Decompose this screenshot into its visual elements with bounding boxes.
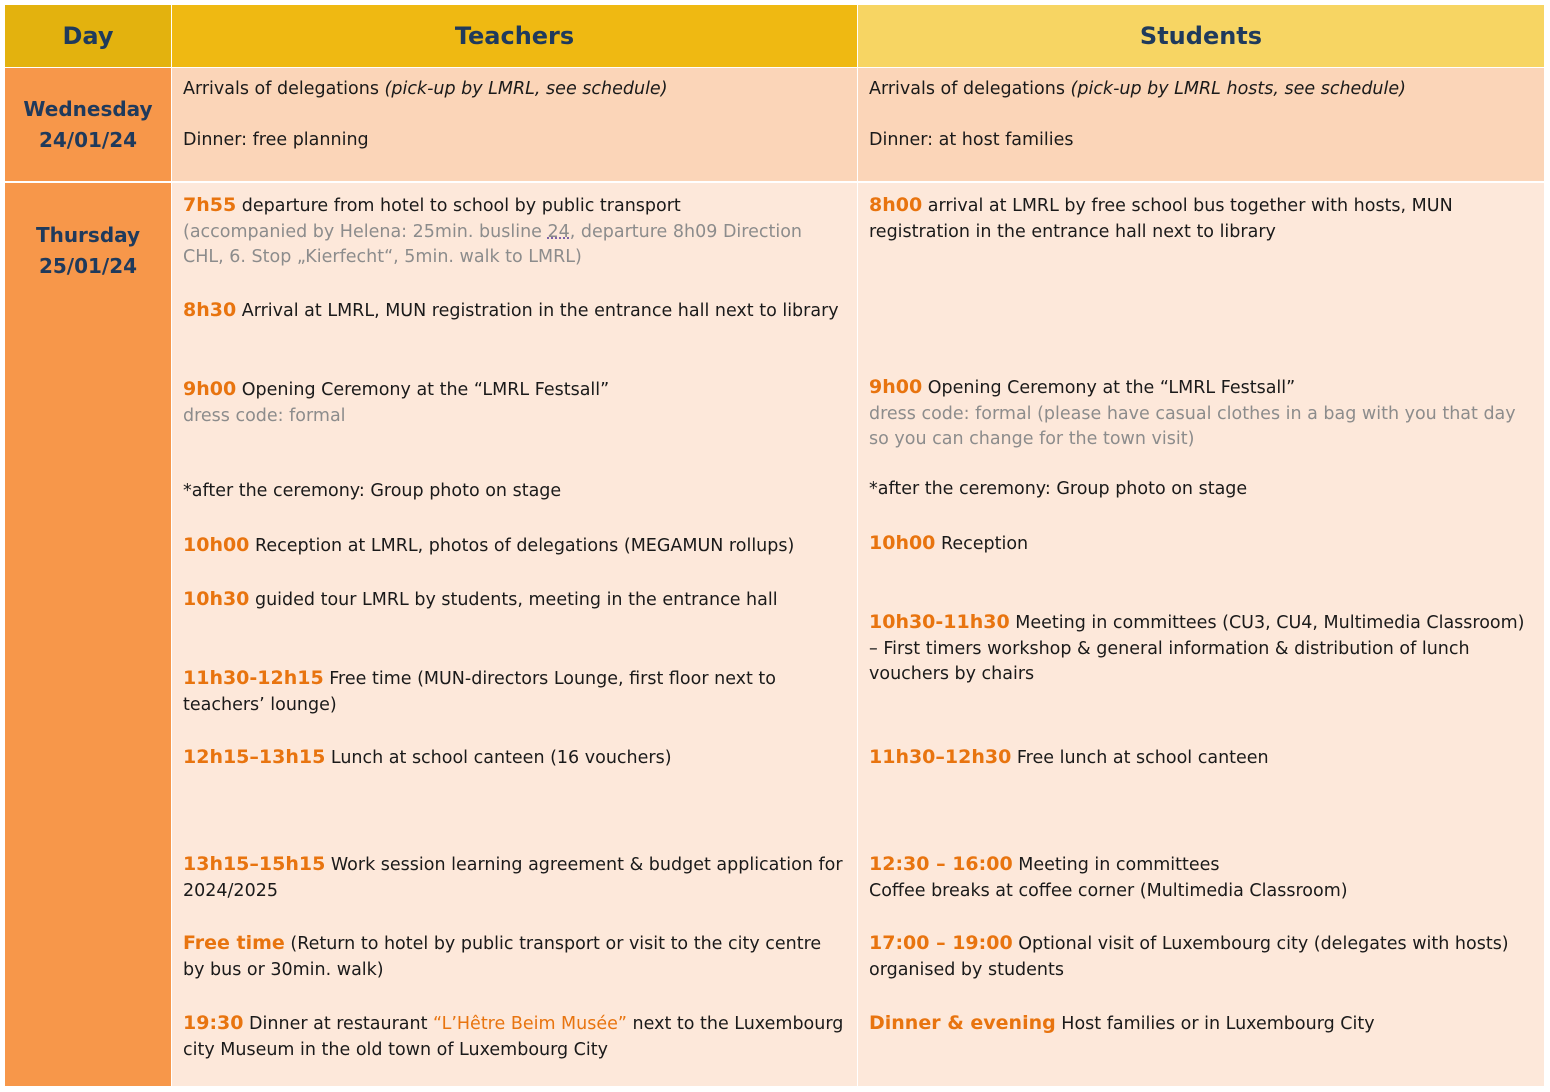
wednesday-teachers-cell (172, 68, 857, 181)
list-item: Dinner: free planning (183, 130, 369, 150)
header-teachers: Teachers (172, 5, 857, 67)
header-students: Students (858, 5, 1544, 67)
header-day: Day (5, 5, 171, 67)
list-item: 10h30 guided tour LMRL by students, meeting in the entrance hall (183, 588, 778, 610)
list-item: 8h00 arrival at LMRL by free school bus together with hosts, MUN registration in the entrance hall next to library (869, 194, 1453, 242)
day-thursday (5, 183, 171, 1086)
list-item: 11h30-12h15 Free time (MUN-directors Lounge, first floor next to teachers’ lounge) (183, 667, 777, 715)
list-item: 12h15–13h15 Lunch at school canteen (16 vouchers) (183, 746, 672, 768)
list-item: 7h55 departure from hotel to school by public transport (accompanied by Helena: 25min. busline 24, departure 8h09 Direction CHL, 6. Stop „Kierfecht“, 5min. walk to LMRL) (183, 194, 802, 267)
day-name: Wednesday (23, 96, 153, 121)
list-item: 10h00 Reception (869, 532, 1029, 554)
day-name: Thursday (35, 223, 141, 247)
list-item: Dinner & evening Host families or in Luxembourg City (869, 1012, 1375, 1034)
day-date: 25/01/24 (38, 254, 138, 278)
list-item: *after the ceremony: Group photo on stage (183, 481, 562, 501)
schedule-table (5, 5, 1544, 1086)
list-item: 17:00 – 19:00 Optional visit of Luxembourg city (delegates with hosts) organised by students (869, 932, 1509, 980)
list-item: Free time (Return to hotel by public transport or visit to the city centre by bus or 30min. walk) (183, 932, 822, 980)
wednesday-students-cell (858, 68, 1544, 181)
day-wednesday (5, 68, 171, 181)
list-item: 9h00 Opening Ceremony at the “LMRL Festsall” dress code: formal (please have casual clothes in a bag with you that day so you can change for the town visit) (869, 376, 1516, 449)
thursday-teachers-cell (172, 183, 857, 1086)
list-item: Dinner: at host families (869, 130, 1074, 150)
list-item: 10h30-11h30 Meeting in committees (CU3, CU4, Multimedia Classroom) – First timers workshop & general information & distribution of lunch vouchers by chairs (869, 611, 1525, 684)
list-item: 19:30 Dinner at restaurant “L’Hêtre Beim Musée” next to the Luxembourg city Museum in the old town of Luxembourg City (183, 1012, 844, 1060)
list-item: Arrivals of delegations (pick-up by LMRL, see schedule) (183, 79, 668, 99)
list-item: Arrivals of delegations (pick-up by LMRL hosts, see schedule) (869, 79, 1406, 99)
day-date: 24/01/24 (38, 127, 138, 152)
list-item: *after the ceremony: Group photo on stage (869, 479, 1248, 499)
list-item: 8h30 Arrival at LMRL, MUN registration in the entrance hall next to library (183, 299, 839, 321)
list-item: 12:30 – 16:00 Meeting in committees Coffee breaks at coffee corner (Multimedia Classroom) (869, 853, 1348, 901)
list-item: 11h30–12h30 Free lunch at school canteen (869, 746, 1269, 768)
list-item: 13h15–15h15 Work session learning agreement & budget application for 2024/2025 (183, 853, 843, 901)
thursday-students-cell (858, 183, 1544, 1086)
list-item: 9h00 Opening Ceremony at the “LMRL Festsall” dress code: formal (183, 378, 610, 426)
list-item: 10h00 Reception at LMRL, photos of delegations (MEGAMUN rollups) (183, 534, 795, 556)
